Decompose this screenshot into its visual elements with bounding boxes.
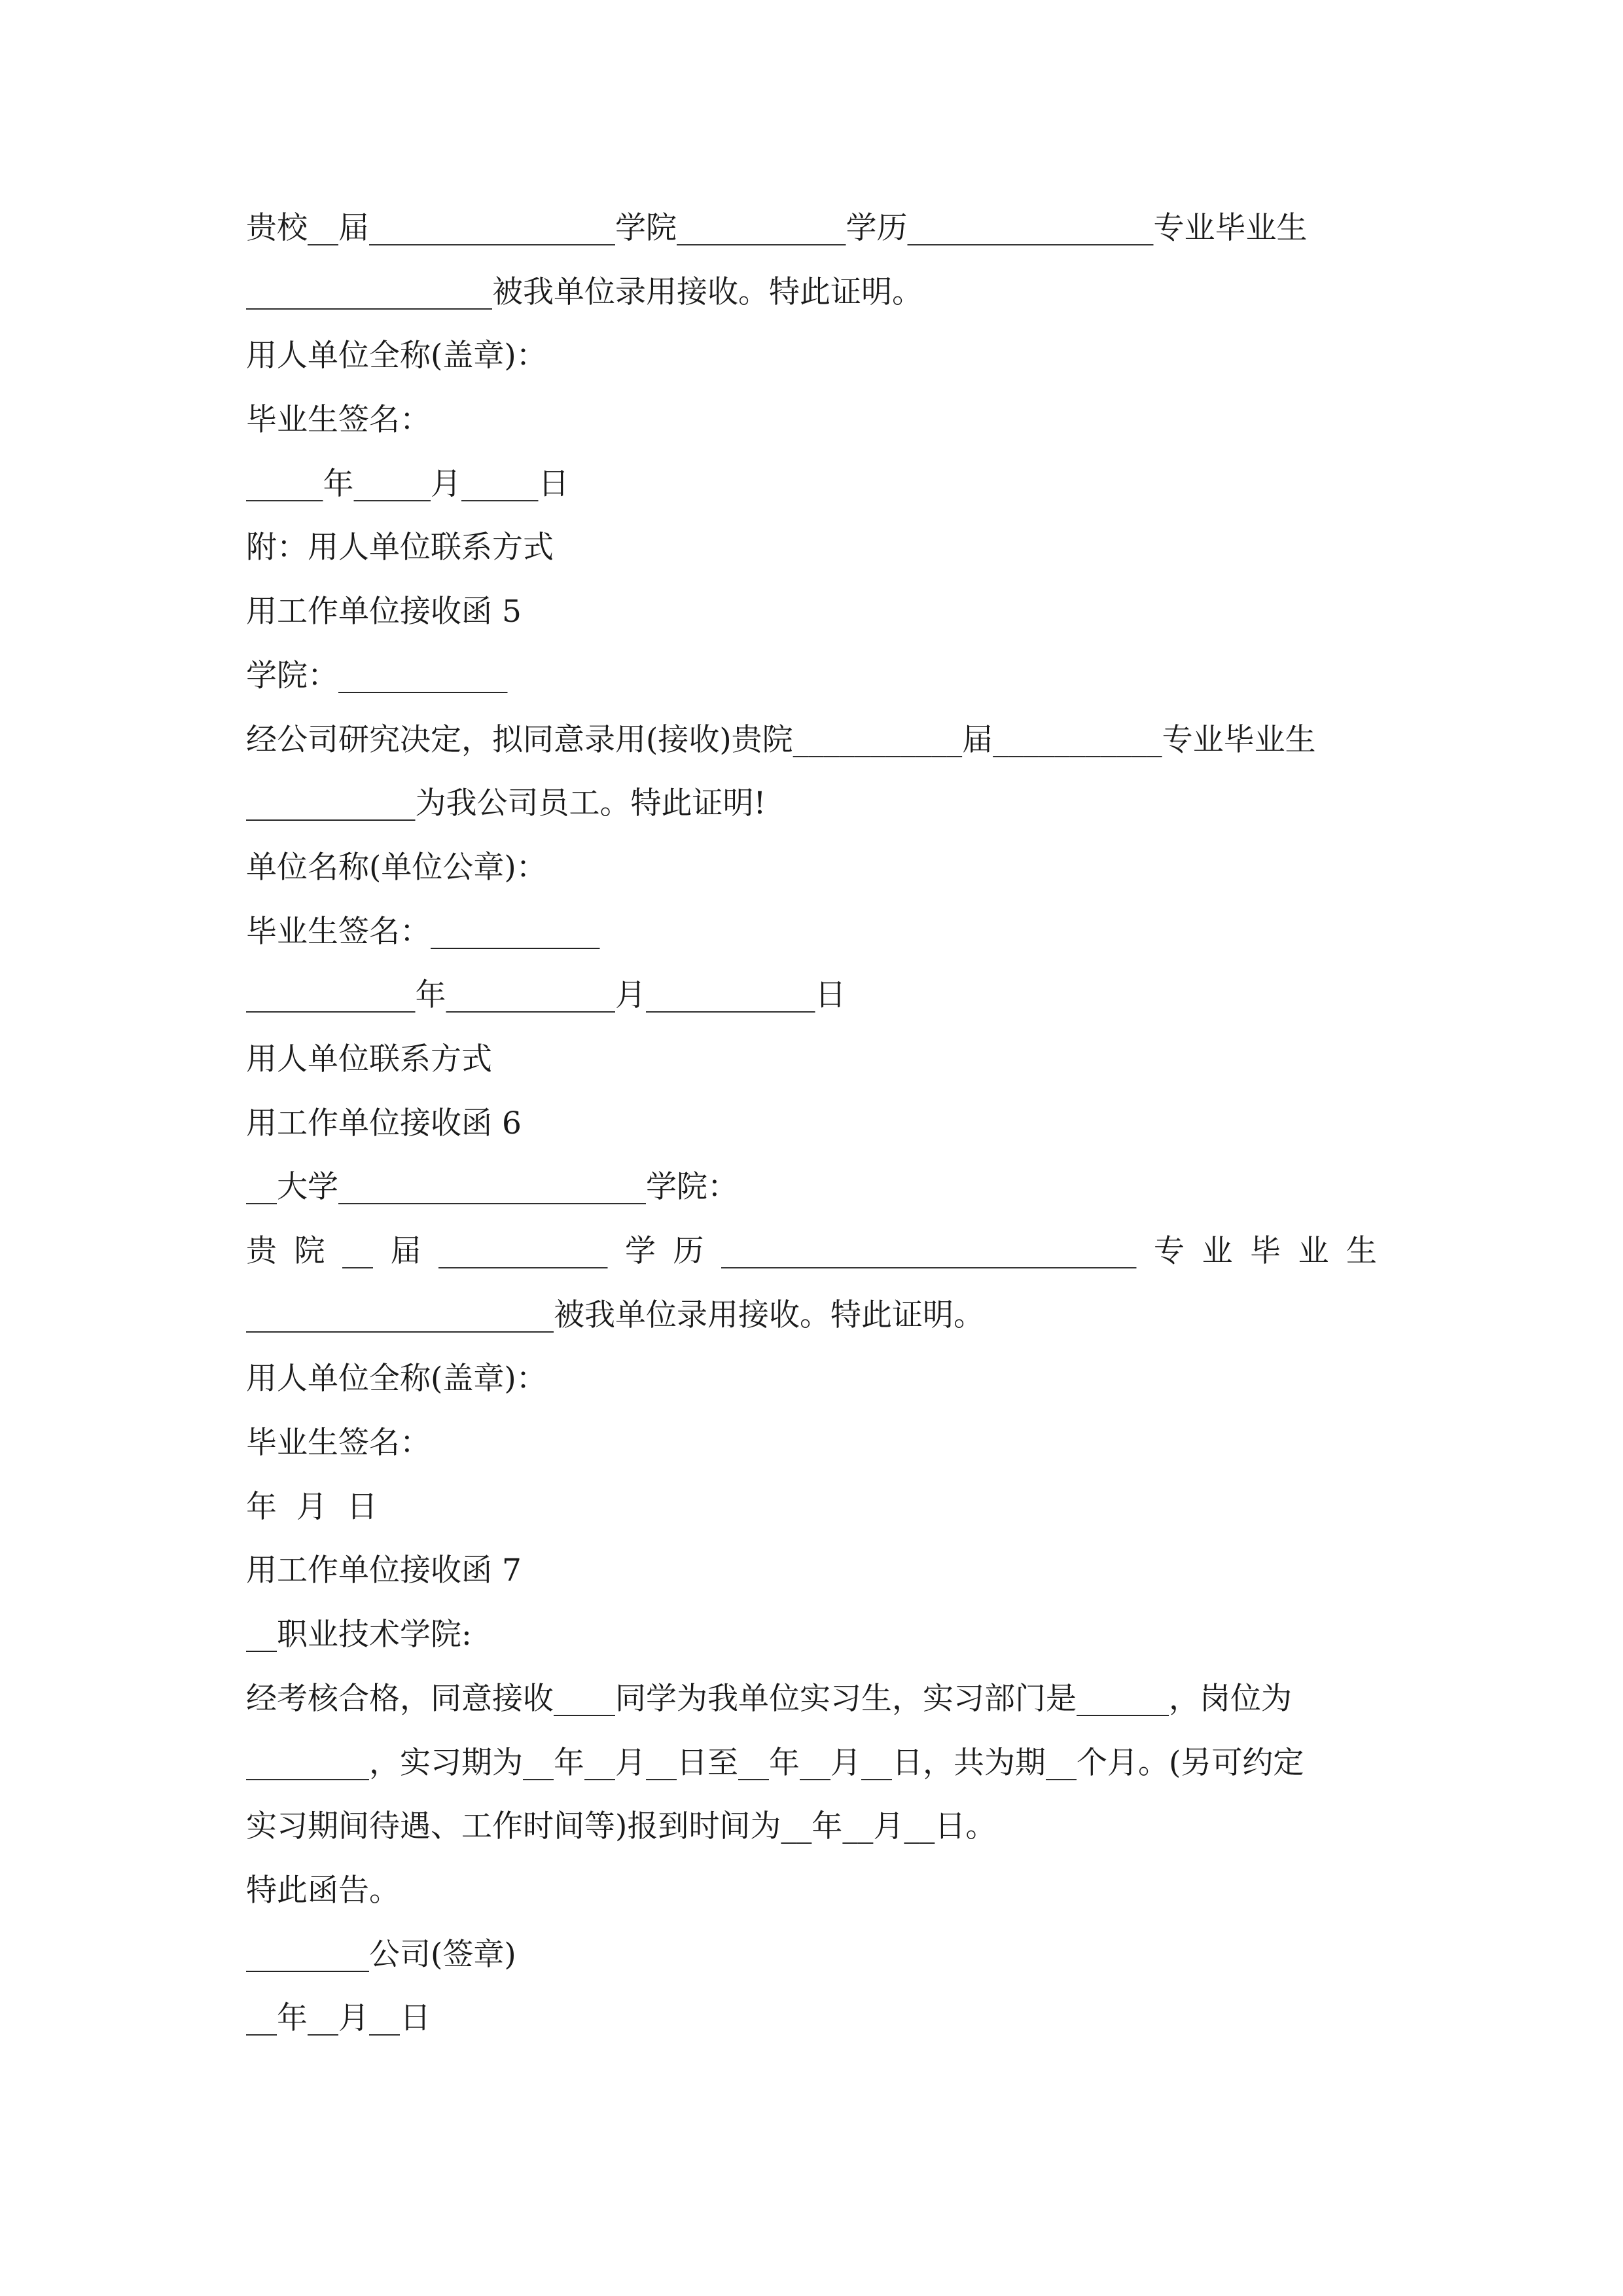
text-segment: 专 <box>1154 1233 1185 1269</box>
text-line: ____________________被我单位录用接收。特此证明。 <box>246 1297 984 1333</box>
text-line: ________公司(签章) <box>246 1936 516 1973</box>
text-line: ________，实习期为__年__月__日至__年__月__日，共为期__个月。(另可约定 <box>246 1744 1304 1781</box>
text-line: 用人单位全称(盖章)： <box>246 338 547 374</box>
text-segment: 学 <box>625 1233 656 1269</box>
text-line-justified <box>246 1219 1377 1283</box>
text-line: 学院：___________ <box>246 657 508 694</box>
text-segment: 届 <box>390 1233 421 1269</box>
text-line: 特此函告。 <box>246 1872 400 1909</box>
text-segment: 业 <box>1202 1233 1233 1269</box>
text-line: 单位名称(单位公章)： <box>246 849 547 886</box>
text-segment: 院 <box>294 1233 325 1269</box>
date-line: 年 月 日 <box>246 1488 378 1525</box>
text-segment: 生 <box>1346 1233 1377 1269</box>
document-body <box>246 196 1377 2051</box>
text-line: 附：用人单位联系方式 <box>246 529 554 566</box>
text-segment: 历 <box>673 1233 704 1269</box>
section-heading-5: 用工作单位接收函 5 <box>246 594 522 630</box>
text-line: 用人单位联系方式 <box>246 1041 492 1077</box>
text-line: 毕业生签名： <box>246 402 431 439</box>
section-heading-6: 用工作单位接收函 6 <box>246 1105 522 1141</box>
text-line: 毕业生签名：___________ <box>246 913 600 950</box>
text-segment: ___________ <box>438 1233 608 1269</box>
text-line: ___________为我公司员工。特此证明! <box>246 785 766 822</box>
text-line: 经公司研究决定，拟同意录用(接收)贵院___________届___________专业毕业生 <box>246 721 1316 758</box>
text-segment: 业 <box>1298 1233 1329 1269</box>
text-segment: __ <box>342 1233 373 1269</box>
text-line: 实习期间待遇、工作时间等)报到时间为__年__月__日。 <box>246 1808 997 1845</box>
text-segment: 贵 <box>246 1233 277 1269</box>
text-line: 毕业生签名： <box>246 1425 431 1462</box>
date-line: __年__月__日 <box>246 2000 431 2037</box>
date-line: ___________年___________月___________日 <box>246 977 846 1014</box>
text-line: ________________被我单位录用接收。特此证明。 <box>246 274 923 310</box>
section-heading-7: 用工作单位接收函 7 <box>246 1552 522 1589</box>
text-line: __大学____________________学院： <box>246 1169 738 1206</box>
text-line: __职业技术学院: <box>246 1617 472 1653</box>
text-segment: ___________________________ <box>721 1233 1137 1269</box>
text-segment: 毕 <box>1250 1233 1281 1269</box>
date-line: _____年_____月_____日 <box>246 465 569 502</box>
text-line: 贵校__届________________学院___________学历________________专业毕业生 <box>246 210 1308 246</box>
text-line: 用人单位全称(盖章)： <box>246 1361 547 1397</box>
text-line: 经考核合格，同意接收____同学为我单位实习生，实习部门是______，岗位为 <box>246 1680 1292 1717</box>
